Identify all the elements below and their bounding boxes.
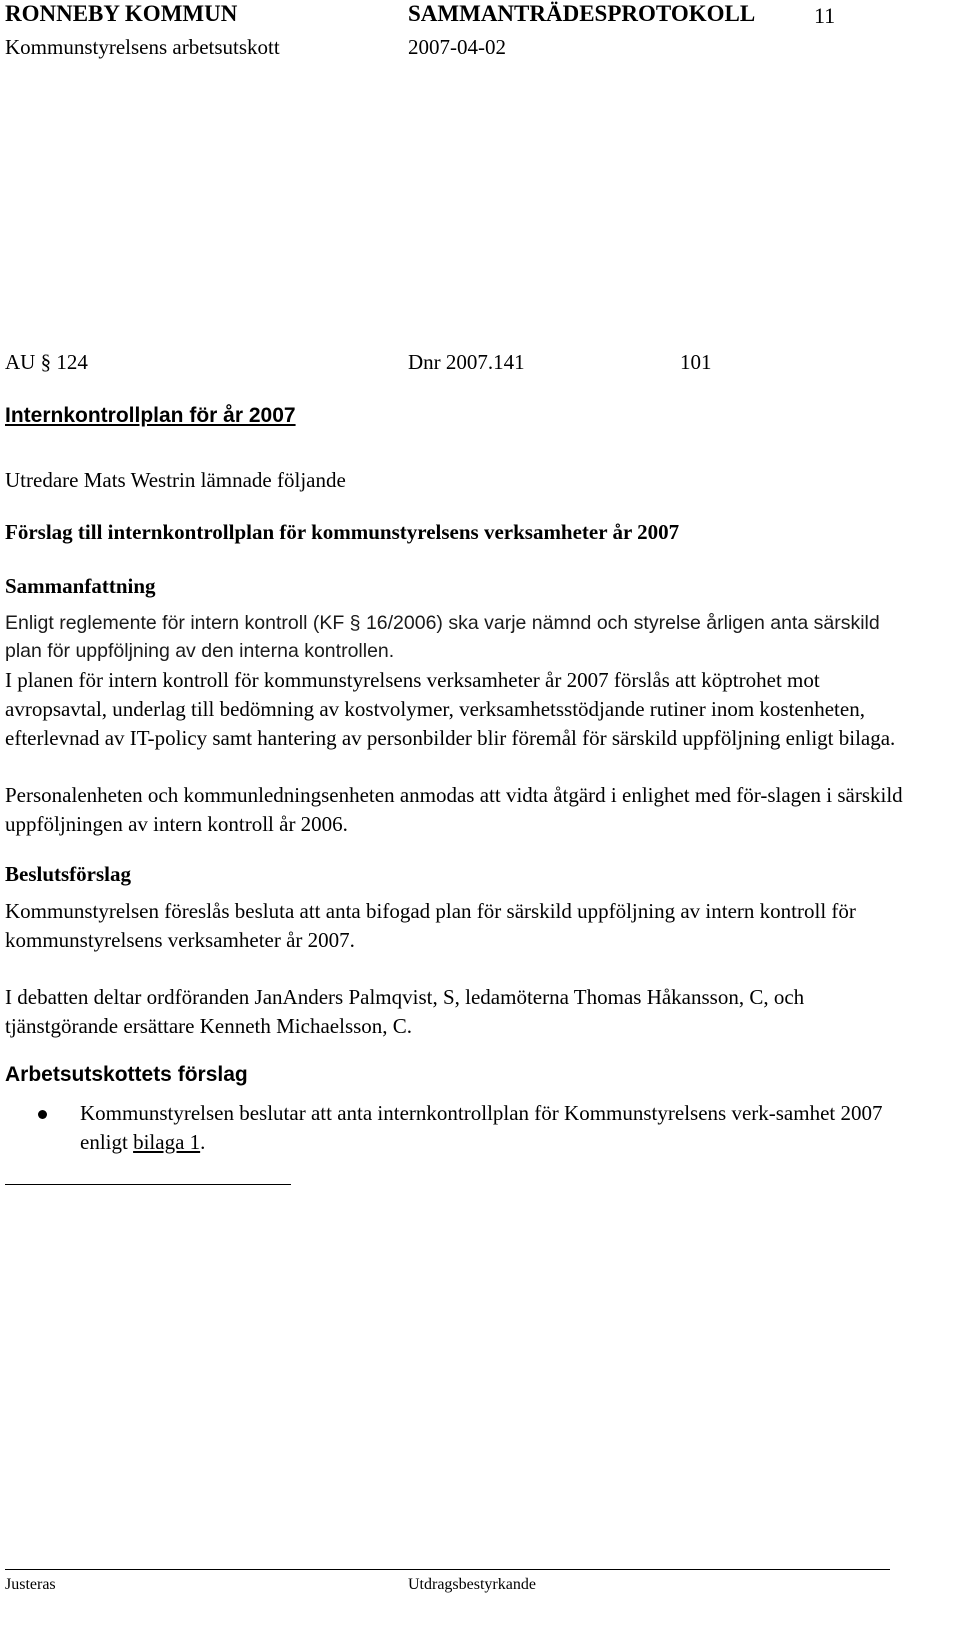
bullet-end: .: [200, 1130, 206, 1154]
proposal-heading: Förslag till internkontrollplan för kommunstyrelsens verksamheter år 2007: [5, 520, 680, 544]
decision-text: Kommunstyrelsen föreslås besluta att anta bifogad plan för särskild uppföljning av intern kontroll för kommunstyrelsens verksamheter år 2007.: [5, 899, 856, 952]
bullet-text: Kommunstyrelsen beslutar att anta internkontrollplan för Kommunstyrelsens verk-samhet 2007 enligt: [80, 1101, 883, 1154]
header-org: RONNEBY KOMMUN: [5, 1, 238, 26]
case-au: [5, 350, 88, 375]
summary-paragraph-3: Personalenheten och kommunledningsenheten anmodas att vidta åtgärd i enlighet med för-slagen i särskild uppföljningen av intern kontroll år 2006.: [5, 783, 903, 836]
intro-line: Utredare Mats Westrin lämnade följande: [5, 468, 346, 492]
header-committee: Kommunstyrelsens arbetsutskott: [5, 35, 280, 59]
separator-rule: [5, 1184, 291, 1185]
footer-rule: [5, 1569, 890, 1570]
summary-p1-before: Enligt reglemente för intern kontroll (KF: [5, 612, 345, 634]
case-au-number: 124: [56, 350, 88, 374]
header-date: 2007-04-02: [408, 35, 506, 59]
bullet-icon: [38, 1110, 47, 1119]
decision-heading: Beslutsförslag: [5, 862, 131, 886]
summary-paragraph-2: I planen för intern kontroll för kommunstyrelsens verksamheter år 2007 förslås att köptrohet mot avropsavtal, underlag till bedömning av kostvolymer, verksamhetsstödjande rutiner inom kostenheten, efterlevnad av IT-policy samt hantering av personbilder blir föremål för särskild uppföljning enligt bilaga.: [5, 668, 896, 750]
summary-p1-after: 16/2006) ska varje nämnd och styrelse årligen anta särskild plan för uppföljning av den interna kontrollen.: [5, 612, 880, 662]
committee-proposal-heading: Arbetsutskottets förslag: [5, 1063, 248, 1086]
case-code: 101: [680, 350, 712, 374]
committee-proposal-bullet: [80, 1099, 910, 1157]
footer-justeras: Justeras: [5, 1576, 56, 1593]
summary-heading: Sammanfattning: [5, 574, 156, 598]
page-title: Internkontrollplan för år 2007: [5, 404, 296, 427]
debate-text: I debatten deltar ordföranden JanAnders Palmqvist, S, ledamöterna Thomas Håkansson, C, och tjänstgörande ersättare Kenneth Michaelsson, C.: [5, 985, 805, 1038]
header-page-number: 11: [814, 3, 836, 28]
footer-utdragsbestyrkande: Utdragsbestyrkande: [408, 1576, 536, 1593]
case-section-sign: §: [40, 350, 52, 374]
summary-p1-section-sign: §: [349, 612, 361, 634]
attachment-link[interactable]: bilaga 1: [133, 1130, 201, 1154]
header-doc-type: SAMMANTRÄDESPROTOKOLL: [408, 1, 756, 26]
case-au-label: AU: [5, 350, 36, 374]
case-dnr: Dnr 2007.141: [408, 350, 525, 374]
summary-paragraph-1: [5, 609, 920, 665]
